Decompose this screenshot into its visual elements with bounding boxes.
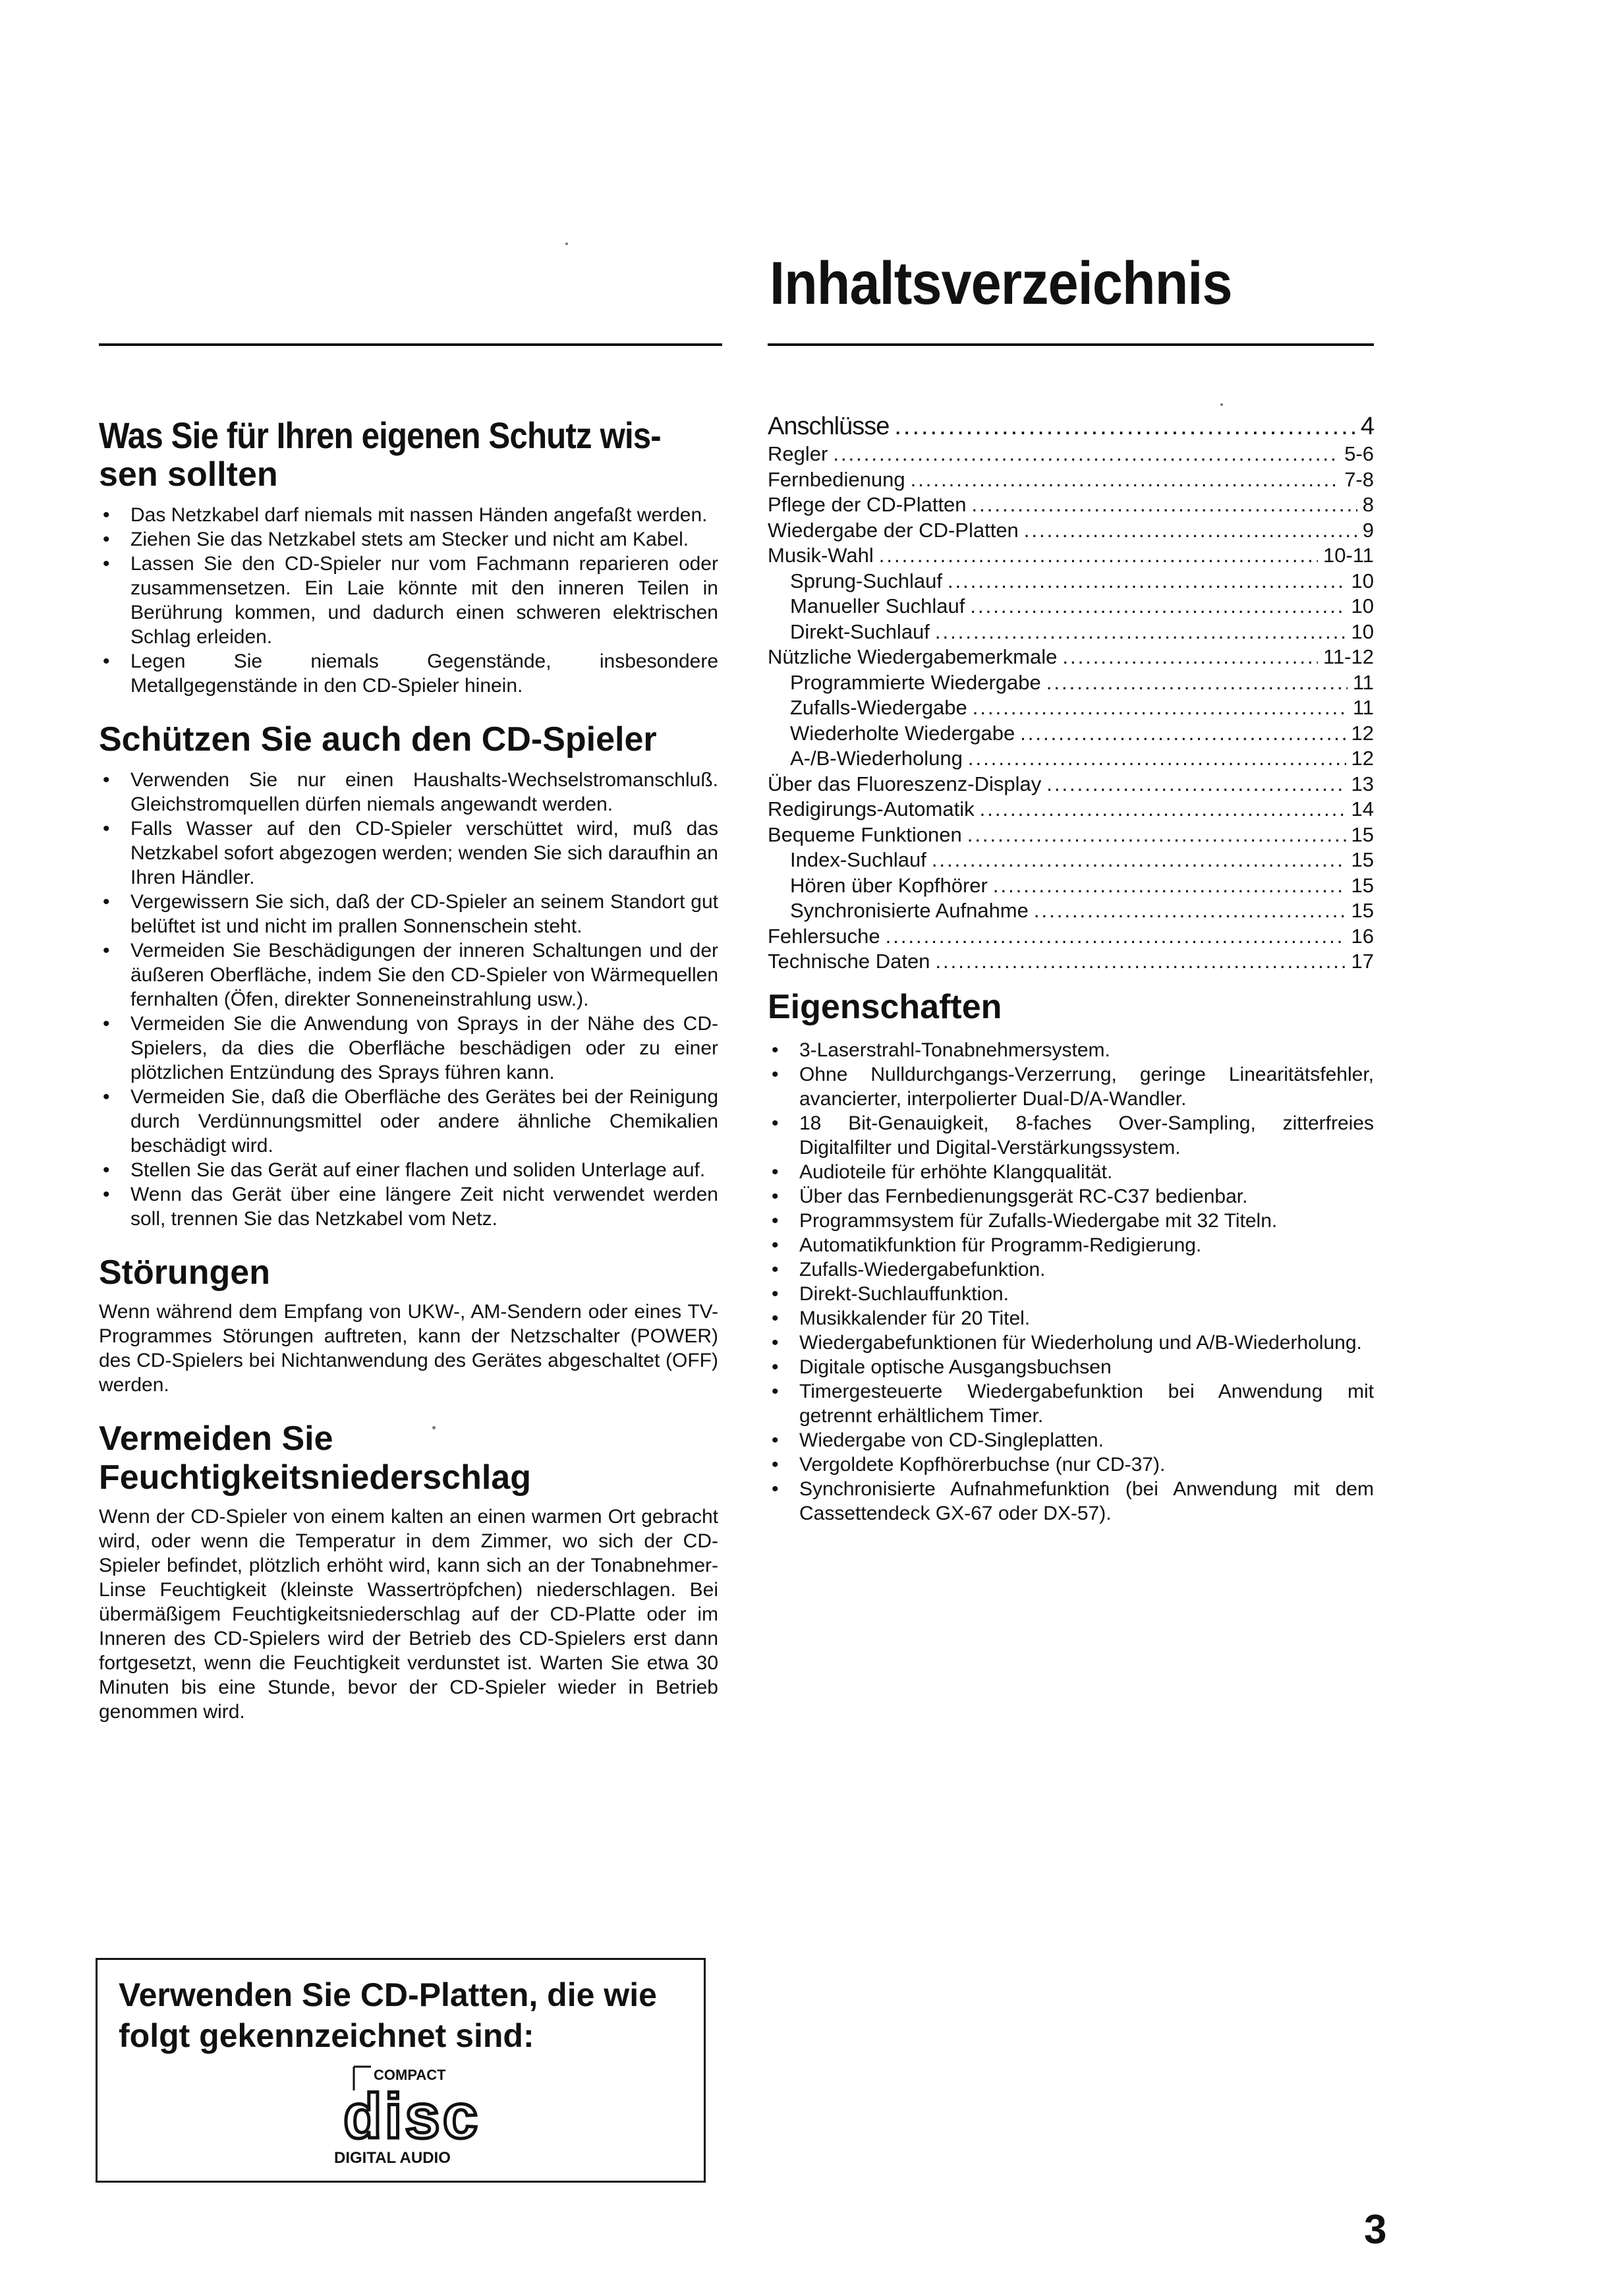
toc-entry <box>768 619 1374 645</box>
toc-leader-dots <box>911 467 1340 493</box>
bullet-icon: • <box>772 1063 779 1085</box>
toc-entry <box>768 847 1374 873</box>
toc-entry-title: Wiedergabe der CD-Platten <box>768 518 1019 542</box>
left-column <box>99 343 718 1724</box>
toc-leader-dots <box>833 442 1339 467</box>
compact-disc-notice-box <box>96 1958 706 2183</box>
section-stoerungen <box>99 1253 718 1397</box>
bullet-icon: • <box>103 1086 110 1108</box>
list-item: • Lassen Sie den CD-Spieler nur vom Fachmann reparieren oder zusammensetzen. Ein Laie könnte mit den inneren Teilen in Berührung kommen, und dadurch einen schweren elektrischen Schlag erleiden. <box>103 552 718 648</box>
list-item: • Musikkalender für 20 Titel. <box>772 1307 1031 1329</box>
toc-entry <box>768 797 1374 822</box>
toc-entry-title: Redigirungs-Automatik <box>768 797 975 820</box>
toc-entry-page: 10 <box>1351 569 1374 592</box>
toc-entry <box>768 822 1374 848</box>
toc-entry <box>768 695 1374 721</box>
bullet-icon: • <box>772 1209 779 1232</box>
section-text: Wenn während dem Empfang von UKW-, AM-Sendern oder eines TV-Programmes Störungen auftreten, kann der Netzschalter (POWER) des CD-Spielers bei Nichtanwendung des Gerätes abgeschaltet (OFF) werden. <box>99 1301 718 1396</box>
scan-speck <box>565 243 568 245</box>
bullet-icon: • <box>103 503 110 526</box>
list-item: • Timergesteuerte Wiedergabefunktion bei Anwendung mit getrennt erhältlichem Timer. <box>772 1380 1374 1427</box>
list-item: • Ziehen Sie das Netzkabel stets am Stecker und nicht am Kabel. <box>103 528 689 550</box>
toc-leader-dots <box>932 847 1346 873</box>
bullet-icon: • <box>103 818 110 840</box>
bullet-icon: • <box>772 1282 779 1305</box>
scan-speck <box>432 1426 436 1429</box>
compact-disc-logo <box>331 2064 483 2169</box>
toc-entry-page: 15 <box>1351 873 1374 897</box>
list-item: • Zufalls-Wiedergabefunktion. <box>772 1258 1046 1280</box>
list-item: • Stellen Sie das Gerät auf einer flachen und soliden Unterlage auf. <box>103 1159 706 1182</box>
bullet-icon: • <box>103 528 110 550</box>
toc-entry-title: A-/B-Wiederholung <box>790 747 963 770</box>
bullet-icon: • <box>103 891 110 913</box>
toc-entry-title: Fernbedienung <box>768 467 905 491</box>
toc-leader-dots <box>894 411 1355 442</box>
bullet-icon: • <box>772 1429 779 1451</box>
list-item: • 3-Laserstrahl-Tonabnehmersystem. <box>772 1039 1110 1061</box>
toc-leader-dots <box>1062 645 1318 670</box>
toc-entry-page: 17 <box>1351 950 1374 973</box>
toc-entry <box>768 721 1374 747</box>
toc-entry-title: Synchronisierte Aufnahme <box>790 899 1029 922</box>
toc-leader-dots <box>935 949 1346 975</box>
toc-entry-page: 8 <box>1362 493 1374 516</box>
section-heading: Störungen <box>99 1253 270 1292</box>
bullet-icon: • <box>772 1112 779 1134</box>
list-item: • Ohne Nulldurchgangs-Verzerrung, geringe Linearitätsfehler, avancierter, interpolierter Dual-D/A-Wandler. <box>772 1063 1374 1110</box>
logo-compact-text: COMPACT <box>374 2067 446 2083</box>
toc-entry-title: Programmierte Wiedergabe <box>790 670 1041 694</box>
bullet-icon: • <box>772 1185 779 1207</box>
toc-leader-dots <box>1046 772 1346 797</box>
toc-entry-page: 11 <box>1352 670 1374 694</box>
toc-leader-dots <box>1034 898 1346 924</box>
section-heading: Schützen Sie auch den CD-Spieler <box>99 720 657 759</box>
toc-entry-title: Über das Fluoreszenz-Display <box>768 772 1042 795</box>
logo-digital-audio-text: DIGITAL AUDIO <box>334 2149 451 2167</box>
list-item: • Audioteile für erhöhte Klangqualität. <box>772 1161 1113 1183</box>
toc-entry-page: 15 <box>1351 899 1374 922</box>
list-item: • Vergewissern Sie sich, daß der CD-Spieler an seinem Standort gut belüftet ist und nicht im prallen Sonnenschein steht. <box>103 891 718 938</box>
toc-entry <box>768 645 1374 670</box>
toc-entry-page: 12 <box>1351 747 1374 770</box>
list-item: • Wenn das Gerät über eine längere Zeit nicht verwendet werden soll, trennen Sie das Netzkabel vom Netz. <box>103 1184 718 1230</box>
toc-entry <box>768 772 1374 797</box>
list-item: • Automatikfunktion für Programm-Redigierung. <box>772 1234 1202 1256</box>
toc-entry-page: 16 <box>1351 924 1374 948</box>
toc-entry <box>768 543 1374 569</box>
bullet-icon: • <box>103 940 110 962</box>
page-title: Inhaltsverzeichnis <box>770 250 1232 317</box>
list-item: • Wiedergabe von CD-Singleplatten. <box>772 1429 1104 1451</box>
bullet-icon: • <box>772 1356 779 1378</box>
toc-entry-title: Direkt-Suchlauf <box>790 619 930 643</box>
toc-entry-page: 9 <box>1362 518 1374 542</box>
bullet-icon: • <box>772 1380 779 1402</box>
toc-leader-dots <box>980 797 1346 822</box>
list-item: • Falls Wasser auf den CD-Spieler verschüttet wird, muß das Netzkabel sofort abgezogen werden; wenden Sie sich daraufhin an Ihren Händler. <box>103 818 718 889</box>
toc-leader-dots <box>970 594 1346 619</box>
toc-leader-dots <box>886 924 1346 950</box>
toc-entry-page: 10-11 <box>1323 544 1374 567</box>
list-item: • Synchronisierte Aufnahmefunktion (bei Anwendung mit dem Cassettendeck GX-67 oder DX-57). <box>772 1478 1374 1524</box>
toc-leader-dots <box>879 543 1318 569</box>
bullet-icon: • <box>772 1331 779 1354</box>
list-item: • Digitale optische Ausgangsbuchsen <box>772 1356 1112 1378</box>
toc-leader-dots <box>935 619 1346 645</box>
list-item: • Über das Fernbedienungsgerät RC-C37 bedienbar. <box>772 1185 1248 1207</box>
bullet-icon: • <box>772 1258 779 1280</box>
bullet-list <box>99 503 718 698</box>
toc-entry <box>768 670 1374 696</box>
bullet-icon: • <box>103 1013 110 1035</box>
list-item: • Direkt-Suchlauffunktion. <box>772 1282 1009 1305</box>
toc-entry-title: Sprung-Suchlauf <box>790 569 942 592</box>
toc-leader-dots <box>948 569 1346 594</box>
toc-entry-title: Nützliche Wiedergabemerkmale <box>768 645 1058 668</box>
toc-leader-dots <box>1046 670 1348 696</box>
toc-entry-title: Technische Daten <box>768 950 930 973</box>
toc-entry-page: 13 <box>1351 772 1374 795</box>
toc-entry <box>768 442 1374 467</box>
bullet-icon: • <box>103 650 110 672</box>
section-heading: Eigenschaften <box>768 987 1002 1026</box>
list-item: • Programmsystem für Zufalls-Wiedergabe mit 32 Titeln. <box>772 1209 1278 1232</box>
bullet-icon: • <box>103 769 110 791</box>
list-item: • Das Netzkabel darf niemals mit nassen Händen angefaßt werden. <box>103 503 708 526</box>
toc-entry-page: 10 <box>1351 619 1374 643</box>
toc-entry-title: Musik-Wahl <box>768 544 874 567</box>
list-item: • Legen Sie niemals Gegenstände, insbesondere Metallgegenstände in den CD-Spieler hinein. <box>103 650 718 697</box>
toc-entry <box>768 873 1374 899</box>
toc-entry-title: Pflege der CD-Platten <box>768 493 967 516</box>
toc-entry <box>768 467 1374 493</box>
toc-entry-title: Regler <box>768 442 828 465</box>
right-column <box>768 343 1374 1526</box>
toc-entry-title: Zufalls-Wiedergabe <box>790 696 967 719</box>
toc-entry-page: 11 <box>1352 696 1374 719</box>
toc-leader-dots <box>1020 721 1346 747</box>
toc-entry-page: 10 <box>1351 594 1374 617</box>
toc-entry-page: 12 <box>1351 721 1374 745</box>
toc-leader-dots <box>968 746 1346 772</box>
list-item: • Verwenden Sie nur einen Haushalts-Wechselstromanschluß. Gleichstromquellen dürfen niemals angewandt werden. <box>103 769 718 816</box>
toc-entry <box>768 492 1374 518</box>
bullet-icon: • <box>772 1307 779 1329</box>
bullet-icon: • <box>772 1234 779 1256</box>
toc-entry <box>768 746 1374 772</box>
section-heading-continued: sen sollten <box>99 455 278 494</box>
list-item: • 18 Bit-Genauigkeit, 8-faches Over-Sampling, zitterfreies Digitalfilter und Digital-Verstärkungssystem. <box>772 1112 1374 1159</box>
section-cd-spieler <box>99 720 718 1231</box>
page-number: 3 <box>1364 2207 1387 2253</box>
toc-entry-title: Bequeme Funktionen <box>768 822 962 846</box>
toc-entry-title: Hören über Kopfhörer <box>790 873 988 897</box>
list-item: • Wiedergabefunktionen für Wiederholung und A/B-Wiederholung. <box>772 1331 1362 1354</box>
list-item: • Vergoldete Kopfhörerbuchse (nur CD-37). <box>772 1453 1166 1476</box>
section-text: Wenn der CD-Spieler von einem kalten an einen warmen Ort gebracht wird, oder wenn die Temperatur in dem Zimmer, wo sich der CD-Spieler befindet, plötzlich erhöht wird, kann sich an der Tonabnehmer-Linse Feuchtigkeit (kleinste Wassertröpfchen) niederschlagen. Bei übermäßigem Feuchtigkeitsniederschlag auf der CD-Platte oder im Inneren des CD-Spielers wird der Betrieb des CD-Spielers erst dann fortgesetzt, wenn die Feuchtigkeit verdunstet ist. Warten Sie etwa 30 Minuten bis eine Stunde, bevor der CD-Spieler wieder in Betrieb genommen wird. <box>99 1505 718 1723</box>
bullet-icon: • <box>772 1478 779 1500</box>
list-item: • Vermeiden Sie Beschädigungen der inneren Schaltungen und der äußeren Oberfläche, indem Sie den CD-Spieler von Wärmequellen fernhalten (Öfen, direkter Sonneneinstrahlung usw.). <box>103 940 718 1011</box>
toc-entry-title: Manueller Suchlauf <box>790 594 965 617</box>
toc-entry-title: Index-Suchlauf <box>790 848 926 871</box>
bullet-icon: • <box>103 1184 110 1206</box>
toc-leader-dots <box>1024 518 1357 544</box>
toc-entry-page: 15 <box>1351 848 1374 871</box>
toc-entry-page: 5-6 <box>1344 442 1374 465</box>
toc-entry <box>768 411 1374 442</box>
bullet-list <box>768 1038 1374 1526</box>
toc-entry <box>768 924 1374 950</box>
toc-entry-page: 7-8 <box>1344 467 1374 491</box>
toc-entry <box>768 569 1374 594</box>
toc-entry-title: Wiederholte Wiedergabe <box>790 721 1015 745</box>
toc-entry-page: 14 <box>1351 797 1374 820</box>
toc-leader-dots <box>993 873 1346 899</box>
bullet-icon: • <box>772 1161 779 1183</box>
bullet-icon: • <box>772 1453 779 1476</box>
section-feuchtigkeit <box>99 1420 718 1723</box>
table-of-contents <box>768 411 1374 975</box>
section-eigenschaften <box>768 988 1374 1526</box>
toc-entry-title: Fehlersuche <box>768 924 880 948</box>
section-heading: Vermeiden Sie Feuchtigkeitsniederschlag <box>99 1420 531 1497</box>
toc-entry <box>768 518 1374 544</box>
bullet-icon: • <box>772 1039 779 1061</box>
box-title: Verwenden Sie CD-Platten, die wie folgt gekennzeichnet sind: <box>119 1976 657 2054</box>
scan-speck <box>1220 403 1223 406</box>
list-item: • Vermeiden Sie die Anwendung von Sprays in der Nähe des CD-Spielers, da dies die Oberfläche beschädigen oder zu einer plötzlichen Entzündung des Sprays führen kann. <box>103 1013 718 1084</box>
list-item: • Vermeiden Sie, daß die Oberfläche des Gerätes bei der Reinigung durch Verdünnungsmittel oder andere ähnliche Chemikalien beschädigt wird. <box>103 1086 718 1157</box>
toc-entry-title: Anschlüsse <box>768 413 890 440</box>
toc-entry <box>768 949 1374 975</box>
toc-entry-page: 15 <box>1351 822 1374 846</box>
toc-entry <box>768 898 1374 924</box>
toc-entry-page: 4 <box>1360 413 1374 440</box>
toc-entry-page: 11-12 <box>1323 645 1374 668</box>
bullet-icon: • <box>103 1159 110 1182</box>
toc-leader-dots <box>973 695 1348 721</box>
toc-leader-dots <box>967 822 1346 848</box>
section-heading: Was Sie für Ihren eigenen Schutz wis- <box>99 415 661 456</box>
bullet-list <box>99 768 718 1231</box>
bullet-icon: • <box>103 552 110 575</box>
section-schutz <box>99 415 718 698</box>
logo-disc-text: disc <box>343 2081 481 2152</box>
toc-entry <box>768 594 1374 619</box>
toc-leader-dots <box>972 492 1357 518</box>
